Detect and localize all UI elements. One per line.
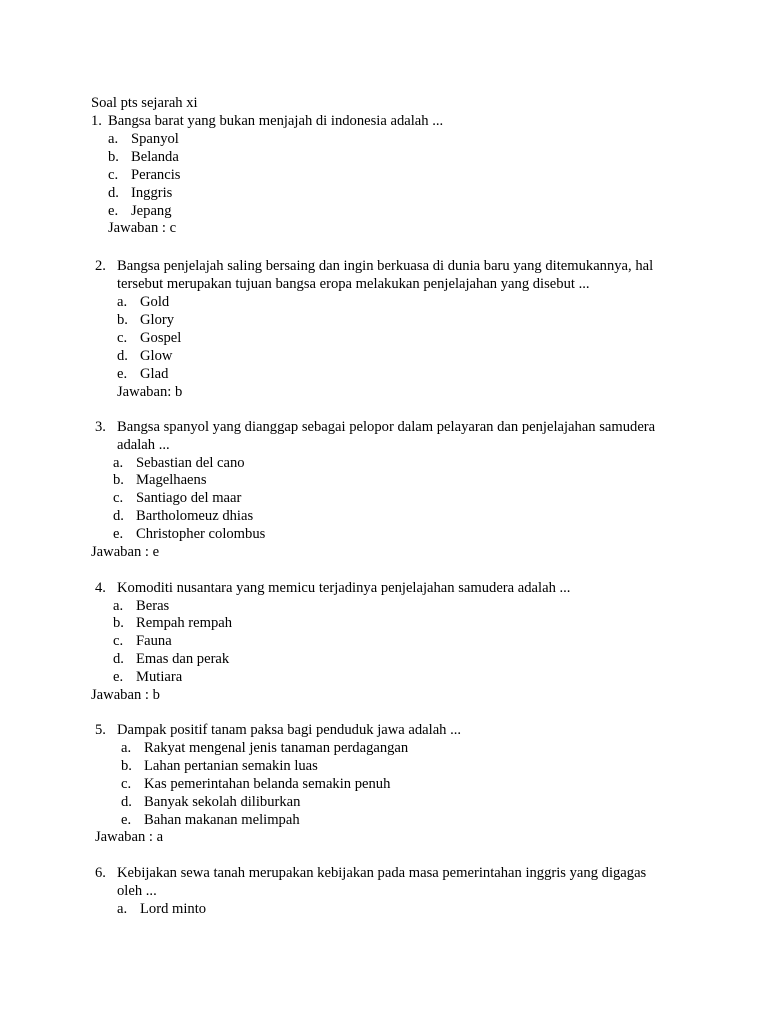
- option-text: Banyak sekolah diliburkan: [144, 794, 301, 810]
- option-text: Rempah rempah: [136, 615, 233, 631]
- option-text: Spanyol: [131, 131, 179, 147]
- option-letter: e.: [108, 203, 119, 219]
- question-number: 3.: [95, 419, 106, 435]
- option-text: Jepang: [131, 203, 172, 219]
- option-text: Mutiara: [136, 669, 183, 685]
- option-text: Lord minto: [140, 901, 207, 917]
- option-letter: a.: [113, 455, 124, 471]
- document-title: Soal pts sejarah xi: [91, 95, 198, 111]
- option-text: Santiago del maar: [136, 490, 242, 506]
- question-text: Bangsa barat yang bukan menjajah di indonesia adalah ...: [108, 113, 444, 129]
- option-letter: e.: [113, 669, 124, 685]
- option-letter: e.: [121, 812, 132, 828]
- option-letter: e.: [113, 526, 124, 542]
- option-letter: a.: [117, 294, 128, 310]
- option-letter: a.: [117, 901, 128, 917]
- option-text: Glory: [140, 312, 175, 328]
- option-text: Gospel: [140, 330, 182, 346]
- option-letter: d.: [113, 508, 124, 524]
- option-text: Sebastian del cano: [136, 455, 245, 471]
- option-letter: b.: [117, 312, 128, 328]
- option-text: Emas dan perak: [136, 651, 230, 667]
- question-text: Komoditi nusantara yang memicu terjadinya penjelajahan samudera adalah ...: [117, 580, 571, 596]
- option-text: Belanda: [131, 149, 179, 165]
- answer-key: Jawaban : e: [91, 544, 160, 560]
- option-letter: d.: [117, 348, 128, 364]
- answer-key: Jawaban: b: [117, 384, 183, 400]
- option-text: Magelhaens: [136, 472, 207, 488]
- option-letter: c.: [117, 330, 128, 346]
- option-letter: b.: [108, 149, 119, 165]
- option-text: Bahan makanan melimpah: [144, 812, 300, 828]
- option-letter: a.: [121, 740, 132, 756]
- question-number: 5.: [95, 722, 106, 738]
- answer-key: Jawaban : c: [108, 220, 177, 236]
- option-letter: b.: [113, 472, 124, 488]
- question-text: adalah ...: [117, 437, 170, 453]
- question-number: 1.: [91, 113, 102, 129]
- option-text: Gold: [140, 294, 170, 310]
- option-letter: d.: [113, 651, 124, 667]
- option-text: Bartholomeuz dhias: [136, 508, 254, 524]
- question-number: 6.: [95, 865, 106, 881]
- option-text: Inggris: [131, 185, 173, 201]
- option-text: Glad: [140, 366, 169, 382]
- option-letter: e.: [117, 366, 128, 382]
- option-letter: c.: [113, 490, 124, 506]
- option-text: Beras: [136, 598, 170, 614]
- question-number: 2.: [95, 258, 106, 274]
- option-text: Kas pemerintahan belanda semakin penuh: [144, 776, 391, 792]
- option-letter: d.: [108, 185, 119, 201]
- option-letter: a.: [113, 598, 124, 614]
- option-letter: b.: [121, 758, 132, 774]
- option-text: Glow: [140, 348, 173, 364]
- question-text: Kebijakan sewa tanah merupakan kebijakan pada masa pemerintahan inggris yang digagas: [117, 865, 647, 881]
- option-text: Fauna: [136, 633, 172, 649]
- option-letter: c.: [113, 633, 124, 649]
- option-letter: c.: [121, 776, 132, 792]
- option-text: Lahan pertanian semakin luas: [144, 758, 318, 774]
- option-text: Perancis: [131, 167, 181, 183]
- answer-key: Jawaban : a: [95, 829, 164, 845]
- question-number: 4.: [95, 580, 106, 596]
- option-letter: d.: [121, 794, 132, 810]
- question-text: Dampak positif tanam paksa bagi penduduk jawa adalah ...: [117, 722, 462, 738]
- question-text: Bangsa spanyol yang dianggap sebagai pelopor dalam pelayaran dan penjelajahan samudera: [117, 419, 656, 435]
- option-text: Christopher colombus: [136, 526, 266, 542]
- option-letter: b.: [113, 615, 124, 631]
- question-text: Bangsa penjelajah saling bersaing dan ingin berkuasa di dunia baru yang ditemukannya, hal: [117, 258, 654, 274]
- option-text: Rakyat mengenal jenis tanaman perdagangan: [144, 740, 409, 756]
- option-letter: a.: [108, 131, 119, 147]
- question-text: oleh ...: [117, 883, 157, 899]
- question-text: tersebut merupakan tujuan bangsa eropa melakukan penjelajahan yang disebut ...: [117, 276, 590, 292]
- option-letter: c.: [108, 167, 119, 183]
- answer-key: Jawaban : b: [91, 687, 160, 703]
